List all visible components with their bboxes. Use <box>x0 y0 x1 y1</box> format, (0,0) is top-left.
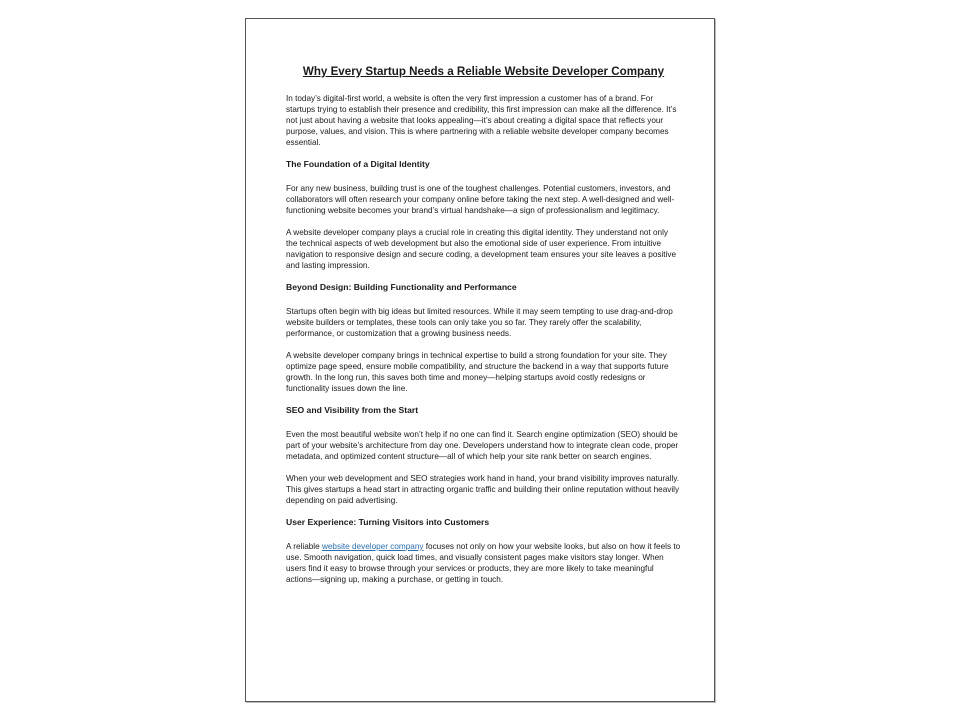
section-paragraph: Even the most beautiful website won’t help if no one can find it. Search engine optimization (SEO) should be part of your website’s architecture from day one. Developers understand how to integrate clean code, proper metadata, and optimized content structure—all of which help your site rank better on search engines. <box>286 430 679 461</box>
document-content <box>286 65 681 596</box>
section-heading-foundation: The Foundation of a Digital Identity <box>286 159 430 169</box>
section-paragraph: For any new business, building trust is one of the toughest challenges. Potential customers, investors, and collaborators will often research your company online before taking the next step. A well-designed and well-functioning website becomes your brand’s virtual handshake—a sign of professionalism and legitimacy. <box>286 184 675 215</box>
paragraph-text-before-link: A reliable <box>286 542 322 551</box>
section-heading-beyond-design: Beyond Design: Building Functionality and Performance <box>286 282 517 292</box>
website-developer-company-link[interactable]: website developer company <box>321 542 424 551</box>
section-paragraph: A website developer company brings in technical expertise to build a strong foundation for your site. They optimize page speed, ensure mobile compatibility, and structure the backend in a way that supports future growth. In the long run, this saves both time and money—helping startups avoid costly redesigns or functionality issues down the line. <box>286 351 669 393</box>
document-page <box>245 18 715 702</box>
section-paragraph: When your web development and SEO strategies work hand in hand, your brand visibility improves naturally. This gives startups a head start in attracting organic traffic and building their online reputation without heavily depending on paid advertising. <box>286 474 680 505</box>
section-paragraph: A website developer company plays a crucial role in creating this digital identity. They understand not only the technical aspects of web development but also the emotional side of user experience. From intuitive navigation to responsive design and secure coding, a development team ensures your site leaves a positive and lasting impression. <box>286 228 677 270</box>
section-paragraph: Startups often begin with big ideas but limited resources. While it may seem tempting to use drag-and-drop website builders or templates, these tools can only take you so far. They rarely offer the scalability, performance, or customization that a growing business needs. <box>286 307 673 338</box>
intro-paragraph: In today’s digital-first world, a website is often the very first impression a customer has of a brand. For startups trying to establish their presence and credibility, this first impression can make all the difference. It’s not just about having a website that looks appealing—it’s about creating a digital space that reflects your purpose, values, and vision. This is where partnering with a reliable website developer company becomes essential. <box>286 94 677 147</box>
section-heading-seo: SEO and Visibility from the Start <box>286 405 419 415</box>
paragraph-text-after-link: focuses not only on how your website looks, but also on how it feels to use. Smooth navigation, quick load times, and visually consistent pages make visitors stay longer. When users find it easy to browse through your services or products, they are more likely to take meaningful actions—signing up, making a purchase, or getting in touch. <box>286 542 681 584</box>
section-heading-user-experience: User Experience: Turning Visitors into Customers <box>286 517 490 527</box>
section-paragraph-with-link <box>286 541 681 585</box>
document-title: Why Every Startup Needs a Reliable Website Developer Company <box>302 65 665 78</box>
